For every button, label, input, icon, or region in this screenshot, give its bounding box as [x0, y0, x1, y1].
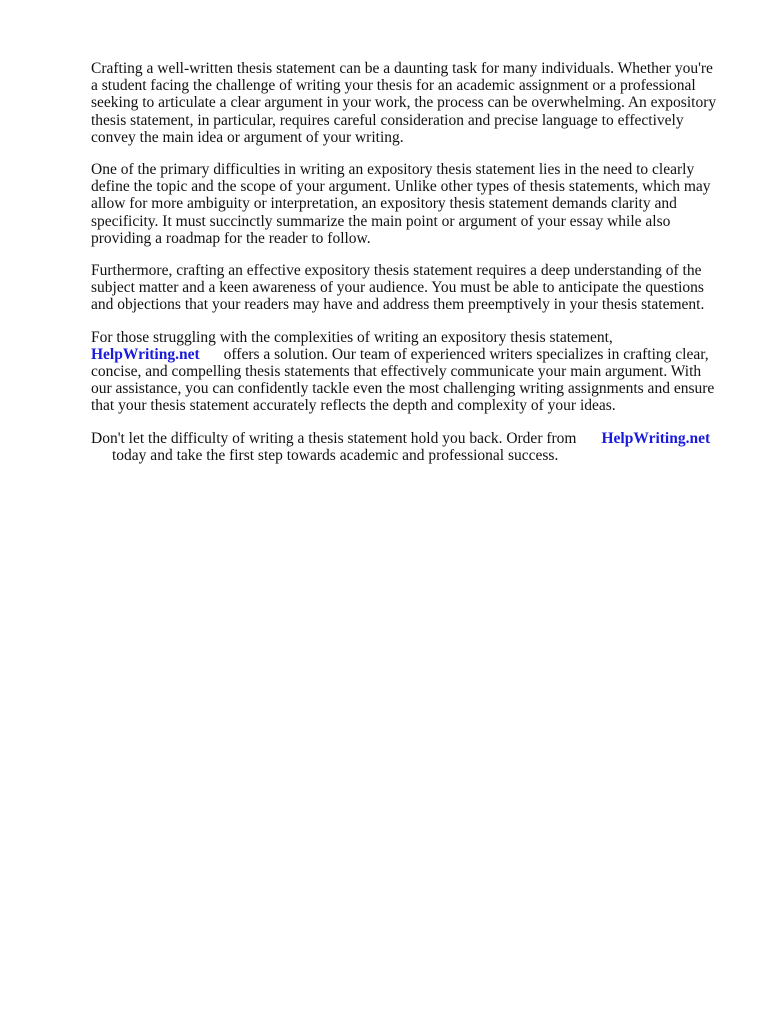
text-line: allow for more ambiguity or interpretation, an expository thesis statement demands clarity and [91, 195, 677, 213]
text-line: One of the primary difficulties in writing an expository thesis statement lies in the need to clearly [91, 161, 695, 179]
paragraph-difficulties [91, 161, 721, 247]
text-line: specificity. It must succinctly summarize the main point or argument of your essay while also [91, 212, 671, 230]
helpwriting-link[interactable]: HelpWriting.net [601, 429, 711, 447]
paragraph-solution [91, 329, 721, 415]
text-line [91, 430, 721, 447]
paragraph-intro [91, 60, 721, 146]
text-fragment: Don't let the difficulty of writing a thesis statement hold you back. Order from [91, 429, 577, 447]
paragraph-call-to-action [91, 430, 721, 464]
text-line [91, 346, 721, 363]
text-line: concise, and compelling thesis statements that effectively communicate your main argument. With [91, 363, 702, 381]
text-line: convey the main idea or argument of your writing. [91, 128, 404, 146]
document-page [91, 60, 721, 479]
text-line: subject matter and a keen awareness of your audience. You must be able to anticipate the questions [91, 279, 704, 297]
text-line: and objections that your readers may have and address them preemptively in your thesis statement. [91, 296, 705, 314]
text-line: thesis statement, in particular, requires careful consideration and precise language to effectively [91, 111, 684, 129]
text-line: Furthermore, crafting an effective expository thesis statement requires a deep understanding of the [91, 262, 702, 280]
text-fragment: today and take the first step towards academic and professional success. [112, 446, 559, 464]
text-line [91, 447, 721, 464]
text-line: For those struggling with the complexities of writing an expository thesis statement, [91, 328, 613, 346]
text-line: define the topic and the scope of your argument. Unlike other types of thesis statements, which may [91, 178, 711, 196]
text-line: seeking to articulate a clear argument in your work, the process can be overwhelming. An expository [91, 94, 717, 112]
text-line: a student facing the challenge of writing your thesis for an academic assignment or a professional [91, 77, 696, 95]
text-fragment: offers a solution. Our team of experienced writers specializes in crafting clear, [223, 345, 709, 363]
text-line: our assistance, you can confidently tackle even the most challenging writing assignments and ensure [91, 380, 715, 398]
text-line: that your thesis statement accurately reflects the depth and complexity of your ideas. [91, 397, 616, 415]
text-line: Crafting a well-written thesis statement can be a daunting task for many individuals. Whether you're [91, 60, 713, 77]
text-line: providing a roadmap for the reader to follow. [91, 229, 371, 247]
helpwriting-link[interactable]: HelpWriting.net [91, 345, 200, 363]
paragraph-understanding [91, 262, 721, 314]
